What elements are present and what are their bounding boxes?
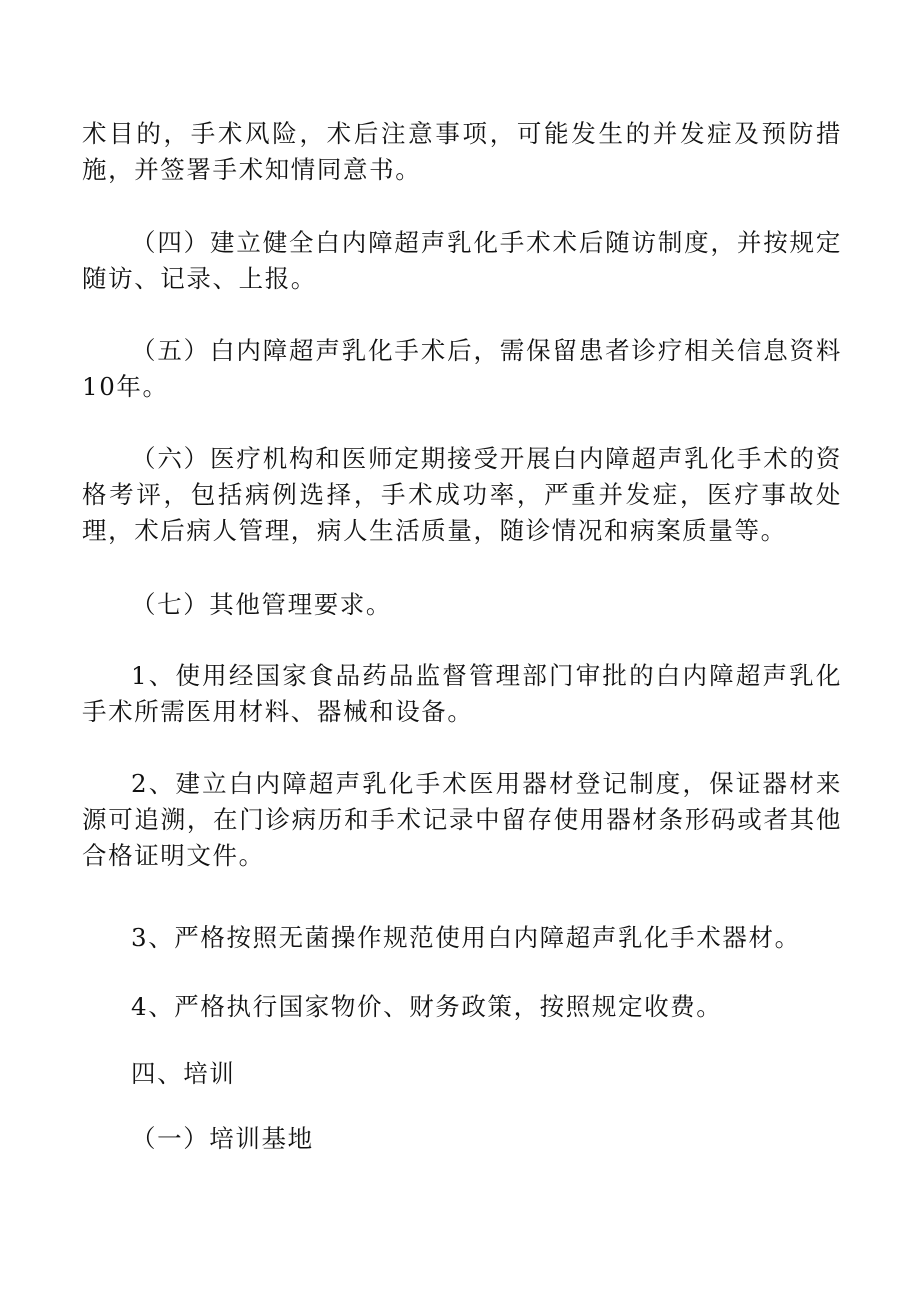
- paragraph-item-4-follow-up: （四）建立健全白内障超声乳化手术术后随访制度，并按规定随访、记录、上报。: [82, 228, 842, 293]
- paragraph-sub-3-aseptic: 3、严格按照无菌操作规范使用白内障超声乳化手术器材。: [131, 923, 801, 952]
- paragraph-sub-4-fees: 4、严格执行国家物价、财务政策，按照规定收费。: [131, 992, 723, 1021]
- paragraph-sub-1-materials: 1、使用经国家食品药品监督管理部门审批的白内障超声乳化手术所需医用材料、器械和设备。: [82, 661, 842, 726]
- paragraph-item-7-other: （七）其他管理要求。: [131, 590, 392, 619]
- paragraph-item-5-records: （五）白内障超声乳化手术后，需保留患者诊疗相关信息资料10年。: [82, 336, 842, 401]
- paragraph-sub-2-registration: 2、建立白内障超声乳化手术医用器材登记制度，保证器材来源可追溯，在门诊病历和手术记录中留存使用器材条形码或者其他合格证明文件。: [82, 769, 842, 870]
- paragraph-consent-continuation: 术目的，手术风险，术后注意事项，可能发生的并发症及预防措施，并签署手术知情同意书。: [82, 119, 842, 184]
- paragraph-item-6-assessment: （六）医疗机构和医师定期接受开展白内障超声乳化手术的资格考评，包括病例选择，手术成功率，严重并发症，医疗事故处理，术后病人管理，病人生活质量，随诊情况和病案质量等。: [82, 444, 842, 545]
- subsection-heading-training-base: （一）培训基地: [131, 1124, 314, 1153]
- section-heading-training: 四、培训: [131, 1059, 236, 1088]
